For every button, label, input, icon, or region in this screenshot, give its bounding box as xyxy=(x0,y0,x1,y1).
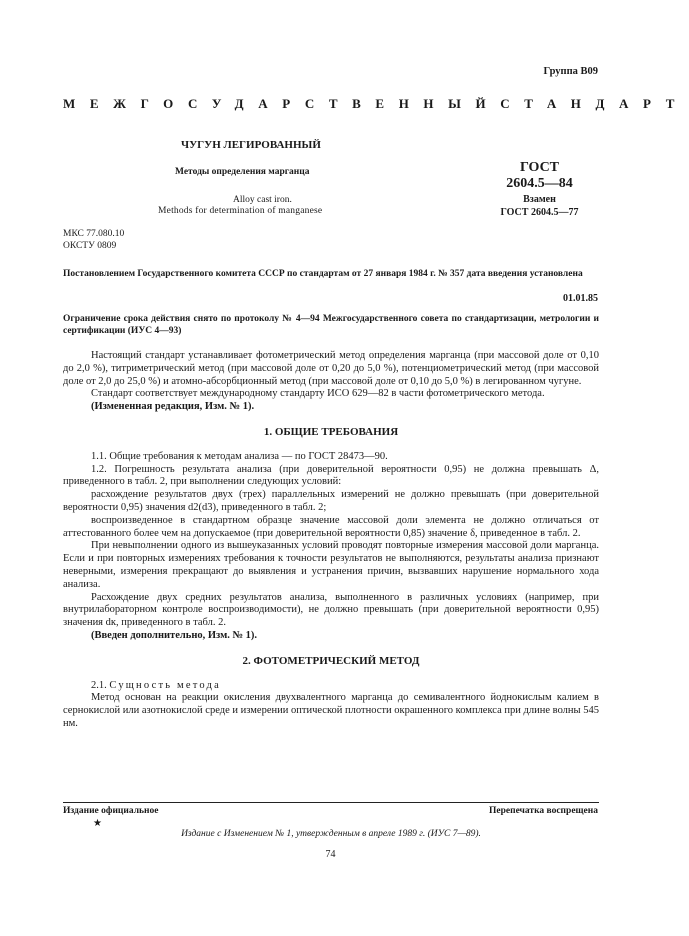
validity-limit-text: Ограничение срока действия снято по протоколу № 4—94 Межгосударственного совета по стандартизации, метрологии и сертификации (ИУС 4—93) xyxy=(63,314,599,336)
section-heading-2: 2. ФОТОМЕТРИЧЕСКИЙ МЕТОД xyxy=(242,654,420,667)
introduction-date: 01.01.85 xyxy=(563,293,598,304)
group-code: Группа В09 xyxy=(543,66,598,77)
amendment-note: (Введен дополнительно, Изм. № 1). xyxy=(91,629,258,641)
banner-word-1: МЕЖГОСУДАРСТВЕННЫЙ xyxy=(63,96,501,111)
subsection-name: Сущность метода xyxy=(109,679,221,691)
reprint-prohibited-label: Перепечатка воспрещена xyxy=(488,806,598,816)
official-edition-label: Издание официальное xyxy=(63,806,159,816)
standard-banner xyxy=(63,96,689,112)
amendment-note: (Измененная редакция, Изм. № 1). xyxy=(91,401,255,413)
gost-number: 2604.5—84 xyxy=(506,176,573,191)
section-paragraph: воспроизведенное в стандартном образце значение массовой доли элемента не должно отличаться от аттестованного более чем на допускаемое (при доверительной вероятности 0,85) значение δ, приведенное в табл. 2. xyxy=(63,514,599,539)
doc-subtitle: Методы определения марганца xyxy=(175,167,310,177)
replaces-label: Взамен xyxy=(523,194,556,205)
mks-code: МКС 77.080.10 xyxy=(63,229,125,239)
replaces-number: ГОСТ 2604.5—77 xyxy=(500,207,579,218)
page-number: 74 xyxy=(325,849,336,860)
subsection-title xyxy=(63,680,599,693)
star-icon: ★ xyxy=(93,818,102,829)
section-paragraph: Расхождение двух средних результатов анализа, выполненного в различных условиях (например, при внутрилабораторном контроле воспроизводимости), не должно превышать (при доверительной вероятности 0,95) значения dк, приведенного в табл. 2. xyxy=(63,591,599,629)
footer-divider xyxy=(63,802,599,803)
intro-paragraph: Стандарт соответствует международному стандарту ИСО 629—82 в части фотометрического метода. xyxy=(91,388,545,400)
section-paragraph: расхождение результатов двух (трех) параллельных измерений не должно превышать (при доверительной вероятности 0,95) значения d2(d3), приведенного в табл. 2; xyxy=(63,489,599,513)
document-body xyxy=(63,350,599,731)
section-paragraph: Метод основан на реакции окисления двухвалентного марганца до семивалентного йоднокислым калием в сернокислой или азотнокислой среде и измерении оптической плотности окрашенного комплекса при длине волны 545 нм. xyxy=(63,692,599,729)
decree-text: Постановлением Государственного комитета СССР по стандартам от 27 января 1984 г. № 357 дата введения установлена xyxy=(63,269,583,279)
gost-label: ГОСТ xyxy=(519,160,560,175)
subsection-number: 2.1. xyxy=(91,679,107,691)
section-paragraph: 1.2. Погрешность результата анализа (при доверительной вероятности 0,95) не должна превышать Δ, приведенного в табл. 2, при выполнении следующих условий: xyxy=(63,463,599,488)
section-paragraph: 1.1. Общие требования к методам анализа — по ГОСТ 28473—90. xyxy=(91,450,388,462)
intro-paragraph: Настоящий стандарт устанавливает фотометрический метод определения марганца (при массовой доле от 0,10 до 2,0 %), титриметрический метод (при массовой доле от 0,20 до 5,0 %), потенциометрический метод (при массовой доле от 2,0 до 25,0 %) и атомно-абсорбционный метод (при массовой доле от 0,10 до 5,0 %) в легированном чугуне. xyxy=(63,350,599,387)
doc-title: ЧУГУН ЛЕГИРОВАННЫЙ xyxy=(181,139,321,151)
english-subtitle: Methods for determination of manganese xyxy=(158,206,323,216)
gost-designation xyxy=(479,160,600,219)
okstu-code: ОКСТУ 0809 xyxy=(63,241,117,251)
classification-codes xyxy=(63,228,124,252)
section-heading-1: 1. ОБЩИЕ ТРЕБОВАНИЯ xyxy=(263,425,399,438)
section-paragraph: При невыполнении одного из вышеуказанных условий проводят повторные измерения массовой доли марганца. Если и при повторных измерениях требования к точности результатов не выполняются, результаты анализа признают неверными, измерения прекращают до выявления и устранения причин, вызвавших нарушение нормального хода анализа. xyxy=(63,540,599,590)
banner-word-2: СТАНДАРТ xyxy=(500,96,689,111)
english-title: Alloy cast iron. xyxy=(233,195,292,205)
edition-note: Издание с Изменением № 1, утвержденным в апреле 1989 г. (ИУС 7—89). xyxy=(181,829,481,839)
